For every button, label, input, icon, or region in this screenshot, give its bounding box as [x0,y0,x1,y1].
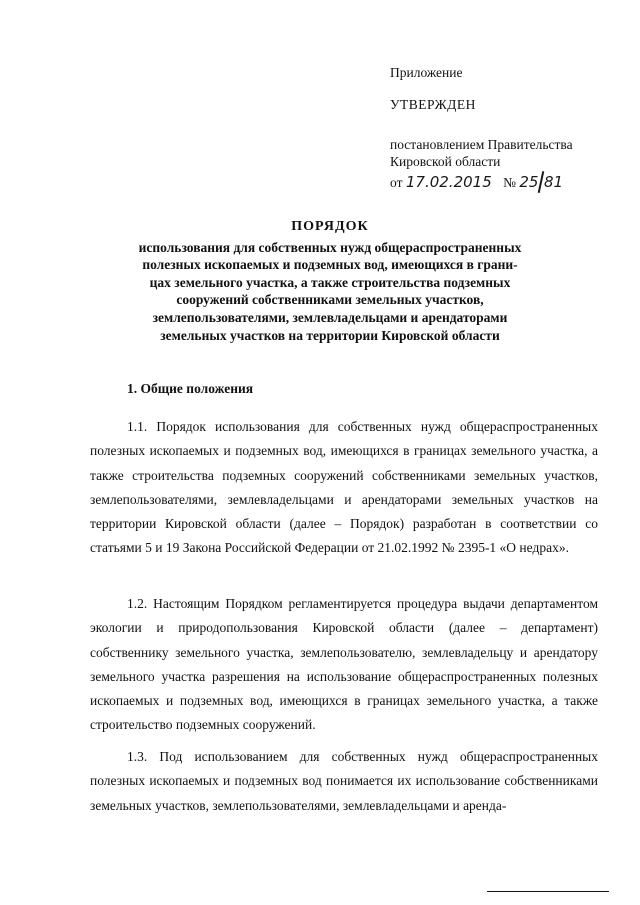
paragraph-text: 1.1. Порядок использования для собственных нужд общераспространенных полезных ископаемых и подземных вод, имеющихся в границах земельного участка, а также строительства подземных сооружений собственниками земельных участков, землепользователями, землевладельцами и арендаторами земельных участков на территории Кировской области (далее – Порядок) разработан в соответствии со статьями 5 и 19 Закона Российской Федерации от 21.02.1992 № 2395-1 «О недрах». [90,419,598,556]
handwritten-number-a: 25 [519,173,539,191]
region-label: Кировской области [390,154,501,169]
appendix-label: Приложение [390,65,463,80]
handwritten-number-b: 81 [543,173,564,191]
paragraph-text: 1.3. Под использованием для собственных нужд общераспространенных полезных ископаемых и подземных вод понимается их использование собственниками земельных участков, землепользователями, землевладельцами и аренда- [90,749,598,813]
date-prefix: от [390,175,403,190]
title-line: земельных участков на территории Кировской области [160,327,500,343]
title-heading: ПОРЯДОК [291,219,369,234]
title-line: использования для собственных нужд общераспространенных [138,239,522,255]
handwritten-date: 17.02.2015 [405,173,492,191]
title-line: сооружений собственниками земельных участков, [176,292,484,308]
paragraph-text: 1.2. Настоящим Порядком регламентируется процедура выдачи департаментом экологии и природопользования Кировской области (далее – департамент) собственнику земельного участка, землепользователю, землевладельцу и арендатору земельного участка разрешения на использование общераспространенных полезных ископаемых и подземных вод, имеющихся в границах земельного участка, а также строительство подземных сооружений. [90,596,598,733]
title-line: землепользователями, землевладельцами и арендаторами [152,309,508,325]
paragraph-1-3 [90,745,598,818]
resolution-label: постановлением Правительства [390,137,573,152]
date-number-line [390,171,563,193]
paragraph-1-2 [90,592,598,738]
paragraph-1-1 [90,415,598,561]
number-prefix: № [503,175,517,190]
title-line: полезных ископаемых и подземных вод, имеющихся в грани- [142,257,518,273]
document-title [110,218,550,344]
footer-rule [487,891,609,892]
section-heading: 1. Общие положения [127,381,254,396]
approved-label: УТВЕРЖДЕН [390,97,476,112]
title-line: цах земельного участка, а также строительства подземных [149,274,511,290]
